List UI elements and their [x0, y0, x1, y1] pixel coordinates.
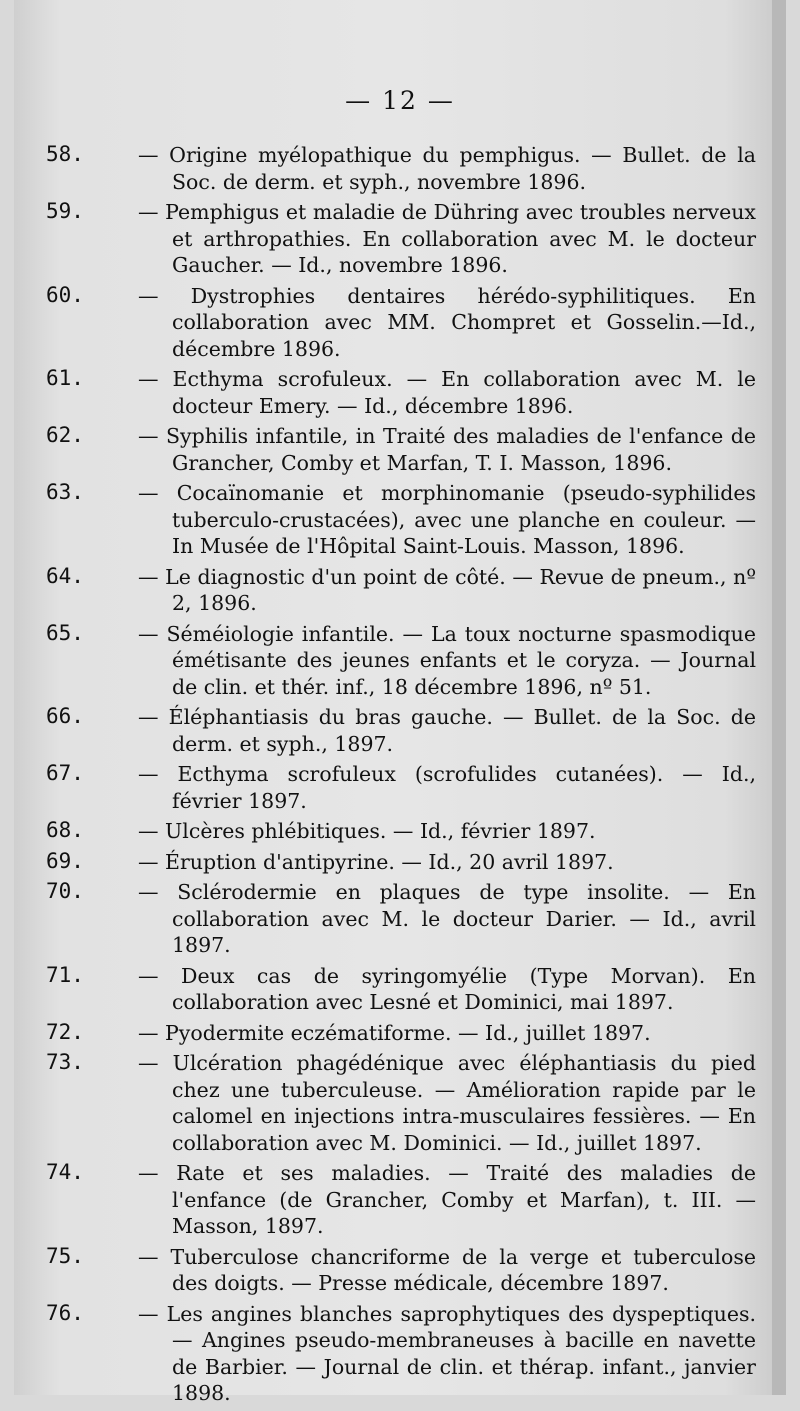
- entry-number: 62.: [46, 423, 84, 447]
- entry-number: 68.: [46, 818, 84, 842]
- bibliography-entry: [46, 1301, 756, 1407]
- entry-text: — Ulcères phlébitiques. — Id., février 1897.: [138, 819, 596, 843]
- bibliography-entry: [46, 480, 756, 560]
- bibliography-entry: [46, 621, 756, 701]
- bibliography-entry: [46, 423, 756, 476]
- entry-text: — Origine myélopathique du pemphigus. — Bullet. de la Soc. de derm. et syph., novembre 1896.: [138, 143, 756, 194]
- entry-text: — Rate et ses maladies. — Traité des maladies de l'enfance (de Grancher, Comby et Marfan), t. III. — Masson, 1897.: [138, 1161, 756, 1238]
- page-edge-shadow: [772, 0, 786, 1395]
- entry-text: — Pemphigus et maladie de Dühring avec troubles nerveux et arthropathies. En collaboration avec M. le docteur Gaucher. — Id., novembre 1896.: [138, 200, 756, 277]
- bibliography-entry: [46, 366, 756, 419]
- bibliography-entry: [46, 761, 756, 814]
- bibliography-entry: [46, 818, 756, 845]
- entry-text: — Sclérodermie en plaques de type insolite. — En collaboration avec M. le docteur Darier. — Id., avril 1897.: [138, 880, 756, 957]
- bibliography-entry: [46, 1160, 756, 1240]
- entry-number: 64.: [46, 563, 84, 588]
- entry-number: 67.: [46, 761, 84, 785]
- entry-number: 63.: [46, 480, 84, 504]
- entry-number: 72.: [46, 1019, 84, 1044]
- bibliography-entry: [46, 283, 756, 363]
- entry-text: — Pyodermite eczématiforme. — Id., juillet 1897.: [138, 1020, 651, 1045]
- bibliography-entry: [46, 199, 756, 279]
- page-number: — 12 —: [345, 86, 455, 115]
- entry-number: 70.: [46, 879, 84, 903]
- entry-text: — Éléphantiasis du bras gauche. — Bullet. de la Soc. de derm. et syph., 1897.: [138, 705, 756, 756]
- entry-number: 69.: [46, 848, 84, 873]
- entry-text: — Cocaïnomanie et morphinomanie (pseudo-syphilides tuberculo-crustacées), avec une planche en couleur. — In Musée de l'Hôpital Saint-Louis. Masson, 1896.: [138, 481, 756, 558]
- entry-number: 61.: [46, 366, 84, 390]
- bibliography-entry: [46, 564, 756, 617]
- entry-number: 71.: [46, 962, 84, 987]
- entry-number: 74.: [46, 1160, 84, 1184]
- bibliography-entry: [46, 142, 756, 195]
- bibliography-entry: [46, 1020, 756, 1047]
- entry-text: — Dystrophies dentaires hérédo-syphilitiques. En collaboration avec MM. Chompret et Gosselin.—Id., décembre 1896.: [138, 283, 756, 361]
- bibliography-entry: [46, 963, 756, 1016]
- entry-text: — Éruption d'antipyrine. — Id., 20 avril 1897.: [138, 849, 614, 874]
- entry-text: — Ulcération phagédénique avec éléphantiasis du pied chez une tuberculeuse. — Amélioration rapide par le calomel en injections intra-musculaires fessières. — En collaboration avec M. Dominici. — Id., juillet 1897.: [138, 1051, 756, 1155]
- entry-number: 60.: [46, 282, 84, 307]
- entry-text: — Les angines blanches saprophytiques des dyspeptiques. — Angines pseudo-membraneuses à bacille en navette de Barbier. — Journal de clin. et thérap. infant., janvier 1898.: [138, 1301, 756, 1405]
- bibliography-list: [46, 142, 756, 1411]
- entry-number: 65.: [46, 620, 84, 645]
- bibliography-entry: [46, 879, 756, 959]
- entry-text: — Syphilis infantile, in Traité des maladies de l'enfance de Grancher, Comby et Marfan, T. I. Masson, 1896.: [138, 424, 756, 475]
- entry-text: — Ecthyma scrofuleux. — En collaboration avec M. le docteur Emery. — Id., décembre 1896.: [138, 367, 756, 418]
- bibliography-entry: [46, 1244, 756, 1297]
- entry-text: — Ecthyma scrofuleux (scrofulides cutanées). — Id., février 1897.: [138, 762, 756, 813]
- entry-number: 73.: [46, 1050, 84, 1074]
- entry-text: — Le diagnostic d'un point de côté. — Revue de pneum., nº 2, 1896.: [138, 564, 756, 615]
- entry-number: 59.: [46, 199, 84, 223]
- scanned-page: [14, 0, 786, 1405]
- entry-number: 76.: [46, 1300, 84, 1325]
- entry-text: — Tuberculose chancriforme de la verge et tuberculose des doigts. — Presse médicale, décembre 1897.: [138, 1244, 756, 1295]
- bibliography-entry: [46, 849, 756, 876]
- entry-number: 75.: [46, 1243, 84, 1268]
- entry-number: 58.: [46, 142, 84, 166]
- entry-text: — Deux cas de syringomyélie (Type Morvan). En collaboration avec Lesné et Dominici, mai 1897.: [138, 963, 756, 1014]
- entry-text: — Séméiologie infantile. — La toux nocturne spasmodique émétisante des jeunes enfants et le coryza. — Journal de clin. et thér. inf., 18 décembre 1896, nº 51.: [138, 621, 756, 699]
- bibliography-entry: [46, 704, 756, 757]
- bibliography-entry: [46, 1050, 756, 1156]
- entry-number: 66.: [46, 704, 84, 728]
